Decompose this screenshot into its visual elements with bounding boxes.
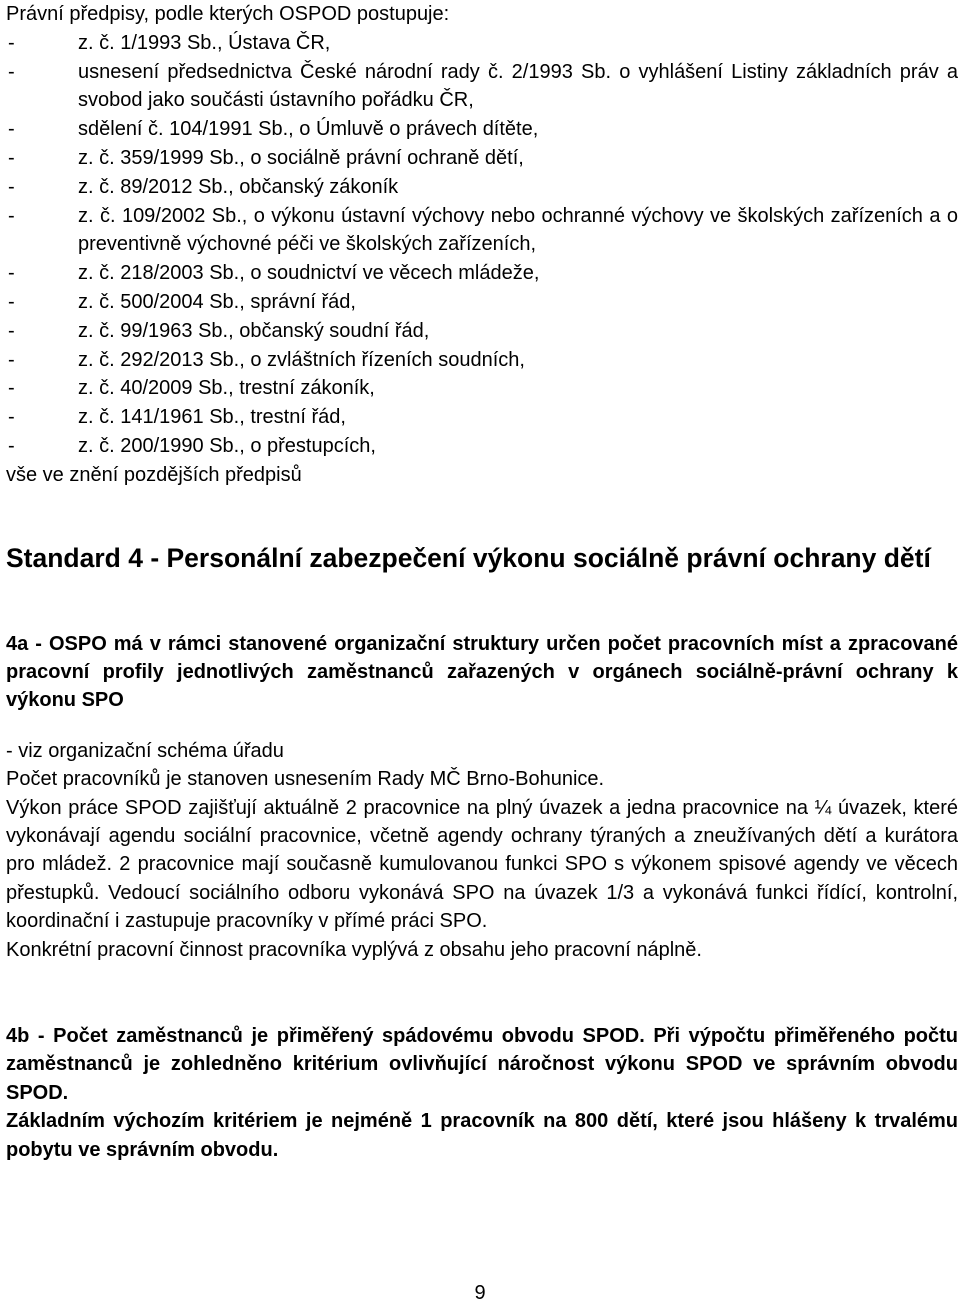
laws-intro: Právní předpisy, podle kterých OSPOD postupuje: xyxy=(6,3,450,25)
list-item xyxy=(6,374,958,403)
list-item-text: usnesení předsednictva České národní rady č. 2/1993 Sb. o vyhlášení Listiny základních práv a svobod jako součásti ústavního pořádku ČR, xyxy=(78,60,958,112)
list-dash: - xyxy=(8,146,15,169)
list-item-text: z. č. 218/2003 Sb., o soudnictví ve věcech mládeže, xyxy=(78,262,540,285)
list-item-text: z. č. 1/1993 Sb., Ústava ČR, xyxy=(78,31,331,54)
section-4a-text-2: Počet pracovníků je stanoven usnesením Rady MČ Brno-Bohunice. xyxy=(6,768,605,791)
list-item-text: sdělení č. 104/1991 Sb., o Úmluvě o právech dítěte, xyxy=(78,118,539,141)
list-item xyxy=(6,288,958,317)
section-4a-text-3: Výkon práce SPOD zajišťují aktuálně 2 pracovnice na plný úvazek a jedna pracovnice na ¼ úvazek, které vykonávají agendu sociální pracovnice, včetně agendy ochrany týraných a zneužívaných dětí a kurátora pro mládež. 2 pracovnice mají současně kumulovanou funkci SPO s výkonem spisové agendy ve věcech přestupků. Vedoucí sociálního odboru vykonává SPO na úvazek 1/3 a vykonává funkci řídící, kontrolní, koordinační i zastupuje pracovníky v přímé práci SPO. xyxy=(6,796,958,933)
list-item xyxy=(6,115,958,144)
list-item xyxy=(6,173,958,202)
page-number: 9 xyxy=(474,1282,486,1304)
list-dash: - xyxy=(8,262,15,285)
list-item xyxy=(6,202,958,260)
section-4a-text-4: Konkrétní pracovní činnost pracovníka vyplývá z obsahu jeho pracovní náplně. xyxy=(6,938,702,961)
list-dash: - xyxy=(8,31,15,54)
list-dash: - xyxy=(8,290,15,313)
list-item-text: z. č. 500/2004 Sb., správní řád, xyxy=(78,290,356,313)
list-dash: - xyxy=(8,118,15,141)
section-4b-text: Základním výchozím kritériem je nejméně 1 pracovník na 800 dětí, které jsou hlášeny k trvalému pobytu ve správním obvodu. xyxy=(6,1110,958,1161)
list-dash: - xyxy=(8,319,15,342)
section-4a-text-1: - viz organizační schéma úřadu xyxy=(6,739,284,762)
list-item xyxy=(6,432,958,461)
list-dash: - xyxy=(8,406,15,429)
list-dash: - xyxy=(8,60,15,83)
section-4a-heading: 4a - OSPO má v rámci stanovené organizační struktury určen počet pracovních míst a zpracované pracovní profily jednotlivých zaměstnanců zařazených v orgánech sociálně-právní ochrany k výkonu SPO xyxy=(6,632,958,712)
list-item-text: z. č. 141/1961 Sb., trestní řád, xyxy=(78,406,346,429)
list-dash: - xyxy=(8,377,15,400)
section-4b-heading: 4b - Počet zaměstnanců je přiměřený spádovému obvodu SPOD. Při výpočtu přiměřeného počtu zaměstnanců je zohledněno kritérium ovlivňující náročnost výkonu SPOD ve správním obvodu SPOD. xyxy=(6,1025,958,1104)
list-item-text: z. č. 40/2009 Sb., trestní zákoník, xyxy=(78,377,375,400)
list-dash: - xyxy=(8,204,15,227)
list-item-text: z. č. 200/1990 Sb., o přestupcích, xyxy=(78,434,376,457)
list-item xyxy=(6,317,958,346)
list-item xyxy=(6,259,958,288)
laws-list xyxy=(6,29,958,461)
list-item-text: z. č. 99/1963 Sb., občanský soudní řád, xyxy=(78,319,430,342)
list-item xyxy=(6,58,958,116)
list-item xyxy=(6,29,958,58)
document-page xyxy=(6,0,958,1164)
laws-tail: vše ve znění pozdějších předpisů xyxy=(6,463,302,486)
list-item-text: z. č. 292/2013 Sb., o zvláštních řízeních soudních, xyxy=(78,348,525,371)
standard-heading: Standard 4 - Personální zabezpečení výkonu sociálně právní ochrany dětí xyxy=(6,542,931,573)
list-dash: - xyxy=(8,348,15,371)
list-item-text: z. č. 89/2012 Sb., občanský zákoník xyxy=(78,175,399,198)
list-item-text: z. č. 359/1999 Sb., o sociálně právní ochraně dětí, xyxy=(78,146,524,169)
list-dash: - xyxy=(8,175,15,198)
list-item xyxy=(6,403,958,432)
list-dash: - xyxy=(8,434,15,457)
list-item xyxy=(6,346,958,375)
list-item xyxy=(6,144,958,173)
list-item-text: z. č. 109/2002 Sb., o výkonu ústavní výchovy nebo ochranné výchovy ve školských zařízeních a o preventivně výchovné péči ve školských zařízeních, xyxy=(78,204,958,256)
